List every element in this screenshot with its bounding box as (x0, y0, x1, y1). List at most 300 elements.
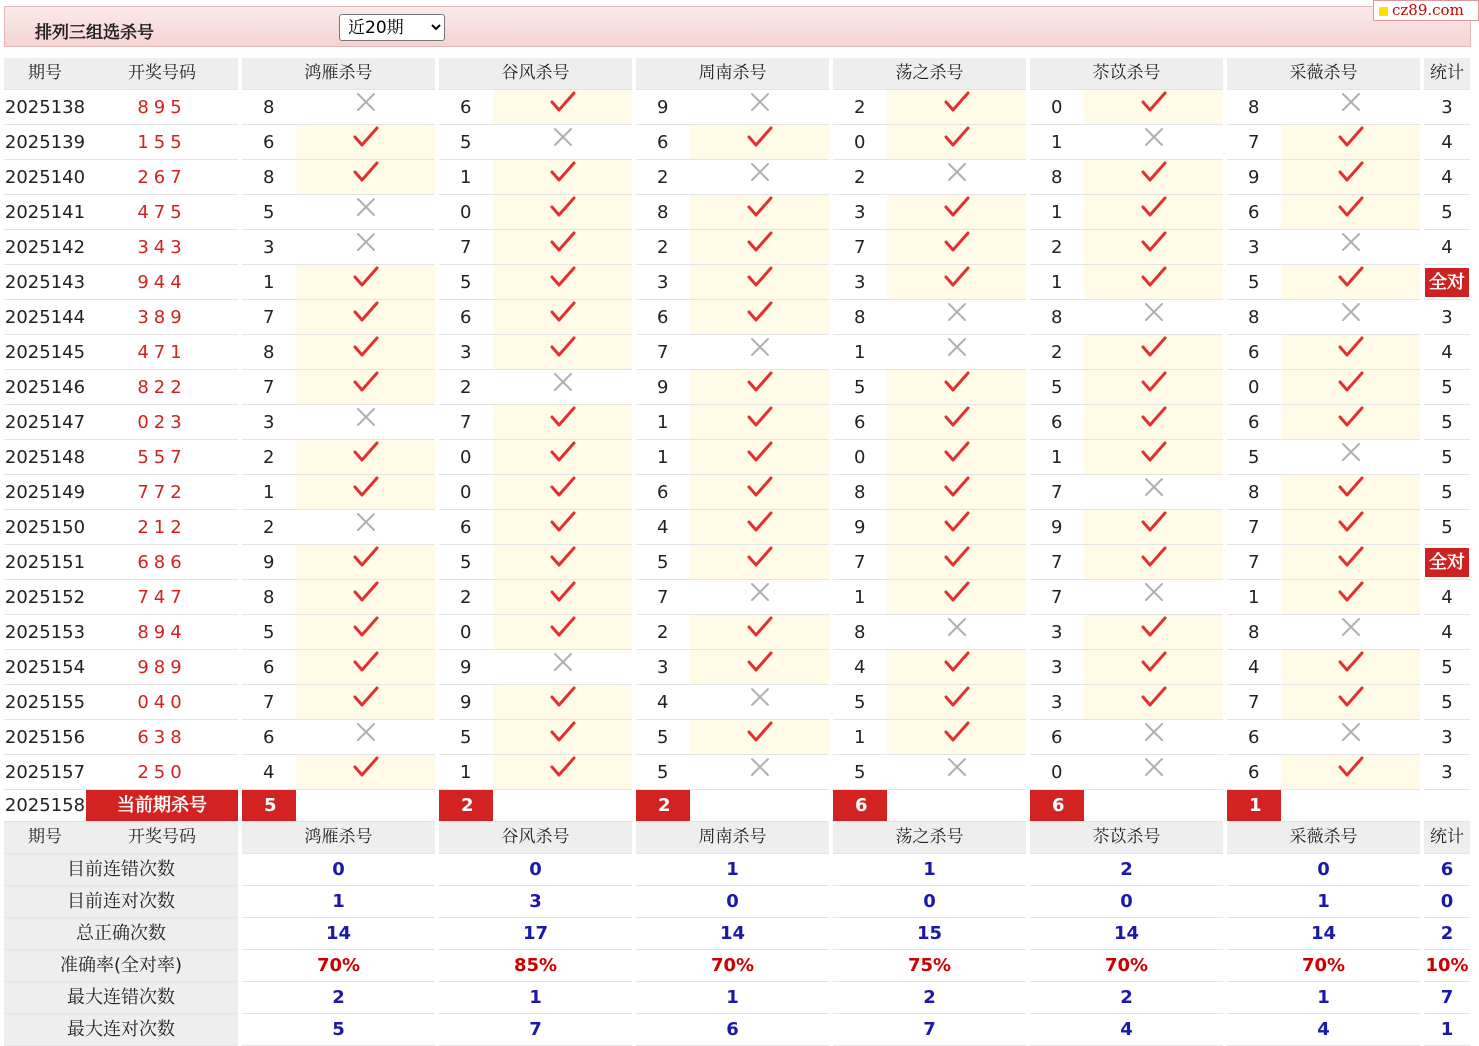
kill-number-cell: 6 (439, 300, 493, 335)
kill-number-cell: 1 (636, 405, 690, 440)
stats-row (4, 950, 1470, 982)
period-cell: 2025144 (4, 300, 86, 335)
kill-number-cell: 6 (636, 475, 690, 510)
stats-value: 2 (1424, 918, 1470, 950)
cross-icon (353, 230, 379, 254)
period-cell: 2025147 (4, 405, 86, 440)
check-icon (353, 685, 379, 709)
draw-number-cell: 023 (86, 405, 238, 440)
check-icon (747, 125, 773, 149)
stats-value: 1 (636, 854, 829, 886)
result-mark-cell (690, 650, 829, 685)
check-icon (1141, 265, 1167, 289)
kill-number-cell: 2 (242, 510, 296, 545)
result-mark-cell (296, 580, 435, 615)
result-mark-cell (887, 125, 1026, 160)
kill-number-cell: 6 (1227, 720, 1281, 755)
kill-number-cell: 5 (833, 685, 887, 720)
stat-cell: 4 (1424, 125, 1470, 160)
cross-icon (353, 510, 379, 534)
kill-number-cell: 6 (439, 510, 493, 545)
stat-cell: 4 (1424, 615, 1470, 650)
site-logo[interactable] (1373, 0, 1479, 21)
table-row (4, 265, 1470, 300)
kill-number-cell: 4 (833, 650, 887, 685)
result-mark-cell (493, 580, 632, 615)
stat-cell: 5 (1424, 475, 1470, 510)
kill-number-cell: 6 (1030, 405, 1084, 440)
check-icon (1338, 335, 1364, 359)
draw-number-cell: 772 (86, 475, 238, 510)
kill-number-cell: 8 (242, 90, 296, 125)
kill-number-cell: 7 (1030, 475, 1084, 510)
draw-number-cell: 389 (86, 300, 238, 335)
result-mark-cell (887, 370, 1026, 405)
header-draw: 开奖号码 (86, 822, 238, 854)
current-period-cell: 2025158 (4, 790, 86, 822)
result-mark-cell (1084, 160, 1223, 195)
stat-cell: 4 (1424, 230, 1470, 265)
result-mark-cell (296, 755, 435, 790)
table-row (4, 370, 1470, 405)
check-icon (1141, 510, 1167, 534)
cross-icon (944, 300, 970, 324)
kill-number-cell: 8 (833, 475, 887, 510)
result-mark-cell (887, 90, 1026, 125)
kill-number-cell: 1 (1030, 125, 1084, 160)
kill-number-cell: 5 (833, 755, 887, 790)
kill-number-cell: 0 (1030, 90, 1084, 125)
result-mark-cell (1281, 650, 1420, 685)
cross-icon (550, 370, 576, 394)
result-mark-cell (493, 510, 632, 545)
check-icon (550, 720, 576, 744)
stat-cell: 5 (1424, 405, 1470, 440)
draw-number-cell: 686 (86, 545, 238, 580)
kill-number-cell: 4 (636, 510, 690, 545)
check-icon (353, 335, 379, 359)
check-icon (944, 475, 970, 499)
kill-number-cell: 5 (636, 545, 690, 580)
stats-value: 7 (1424, 982, 1470, 1014)
result-mark-cell (296, 440, 435, 475)
period-cell: 2025157 (4, 755, 86, 790)
kill-number-cell: 7 (1030, 580, 1084, 615)
cross-icon (1338, 90, 1364, 114)
result-mark-cell (1281, 160, 1420, 195)
kill-number-cell: 2 (439, 580, 493, 615)
check-icon (1338, 195, 1364, 219)
check-icon (353, 755, 379, 779)
empty-cell (690, 790, 829, 822)
kill-number-cell: 1 (1227, 580, 1281, 615)
period-cell: 2025140 (4, 160, 86, 195)
table-row (4, 755, 1470, 790)
header-predictor: 谷风杀号 (439, 822, 632, 854)
table-row (4, 615, 1470, 650)
kill-number-cell: 9 (833, 510, 887, 545)
result-mark-cell (1281, 125, 1420, 160)
table-row (4, 545, 1470, 580)
result-mark-cell (1281, 685, 1420, 720)
kill-number-cell: 7 (242, 300, 296, 335)
cross-icon (747, 580, 773, 604)
result-mark-cell (690, 475, 829, 510)
kill-number-cell: 7 (439, 230, 493, 265)
logo-text: cz89.com (1392, 1, 1464, 19)
result-mark-cell (690, 90, 829, 125)
result-mark-cell (887, 265, 1026, 300)
kill-number-cell: 1 (439, 755, 493, 790)
check-icon (1338, 405, 1364, 429)
kill-number-cell: 6 (1227, 405, 1281, 440)
cross-icon (550, 125, 576, 149)
period-cell: 2025141 (4, 195, 86, 230)
check-icon (944, 370, 970, 394)
stats-value: 14 (636, 918, 829, 950)
stats-value: 1 (242, 886, 435, 918)
kill-number-cell: 2 (636, 160, 690, 195)
cross-icon (1141, 300, 1167, 324)
cross-icon (353, 720, 379, 744)
period-cell: 2025148 (4, 440, 86, 475)
kill-number-cell: 9 (439, 650, 493, 685)
result-mark-cell (690, 370, 829, 405)
result-mark-cell (887, 580, 1026, 615)
kill-number-cell: 3 (1030, 685, 1084, 720)
table-header-row (4, 822, 1470, 854)
result-mark-cell (493, 475, 632, 510)
stats-row (4, 854, 1470, 886)
table-row (4, 720, 1470, 755)
current-kill-number: 2 (439, 790, 493, 822)
stats-value: 6 (1424, 854, 1470, 886)
all-correct-badge: 全对 (1425, 548, 1469, 577)
check-icon (550, 90, 576, 114)
kill-number-table (4, 58, 1470, 1046)
result-mark-cell (1281, 615, 1420, 650)
check-icon (353, 615, 379, 639)
current-period-row (4, 790, 1470, 822)
stat-cell: 4 (1424, 160, 1470, 195)
kill-number-cell: 2 (439, 370, 493, 405)
stats-value: 7 (439, 1014, 632, 1046)
result-mark-cell (296, 720, 435, 755)
result-mark-cell (296, 265, 435, 300)
stat-cell: 3 (1424, 755, 1470, 790)
stats-value: 70% (636, 950, 829, 982)
kill-number-cell: 6 (439, 90, 493, 125)
result-mark-cell (1084, 475, 1223, 510)
stats-value: 2 (833, 982, 1026, 1014)
period-cell: 2025150 (4, 510, 86, 545)
result-mark-cell (493, 335, 632, 370)
check-icon (1338, 650, 1364, 674)
kill-number-cell: 0 (833, 440, 887, 475)
kill-number-cell: 8 (242, 580, 296, 615)
table-row (4, 335, 1470, 370)
result-mark-cell (296, 335, 435, 370)
result-mark-cell (493, 370, 632, 405)
table-row (4, 405, 1470, 440)
kill-number-cell: 8 (1030, 300, 1084, 335)
cross-icon (944, 755, 970, 779)
check-icon (550, 405, 576, 429)
check-icon (1141, 335, 1167, 359)
stat-cell: 5 (1424, 650, 1470, 685)
result-mark-cell (887, 475, 1026, 510)
result-mark-cell (1281, 545, 1420, 580)
cross-icon (747, 90, 773, 114)
result-mark-cell (690, 300, 829, 335)
kill-number-cell: 2 (1030, 230, 1084, 265)
draw-number-cell: 040 (86, 685, 238, 720)
result-mark-cell (1084, 755, 1223, 790)
kill-number-cell: 5 (439, 125, 493, 160)
result-mark-cell (296, 370, 435, 405)
stats-label: 准确率(全对率) (4, 950, 238, 982)
table-row (4, 90, 1470, 125)
kill-number-cell: 9 (636, 370, 690, 405)
kill-number-cell: 6 (242, 125, 296, 160)
stats-value: 14 (1030, 918, 1223, 950)
result-mark-cell (1084, 650, 1223, 685)
kill-number-cell: 7 (636, 335, 690, 370)
check-icon (747, 300, 773, 324)
cross-icon (747, 755, 773, 779)
result-mark-cell (887, 685, 1026, 720)
stat-cell: 3 (1424, 90, 1470, 125)
period-range-select[interactable] (339, 14, 445, 41)
result-mark-cell (493, 440, 632, 475)
check-icon (747, 615, 773, 639)
check-icon (353, 545, 379, 569)
kill-number-cell: 6 (636, 300, 690, 335)
result-mark-cell (1084, 195, 1223, 230)
kill-number-cell: 2 (833, 90, 887, 125)
stats-value: 10% (1424, 950, 1470, 982)
stats-value: 1 (833, 854, 1026, 886)
result-mark-cell (690, 580, 829, 615)
result-mark-cell (296, 195, 435, 230)
kill-number-cell: 5 (439, 720, 493, 755)
kill-number-cell: 8 (242, 160, 296, 195)
check-icon (944, 720, 970, 744)
check-icon (944, 440, 970, 464)
kill-number-cell: 3 (1030, 615, 1084, 650)
result-mark-cell (296, 650, 435, 685)
stats-value: 3 (439, 886, 632, 918)
result-mark-cell (887, 195, 1026, 230)
current-kill-number: 1 (1227, 790, 1281, 822)
stats-value: 0 (1030, 886, 1223, 918)
kill-number-cell: 2 (636, 615, 690, 650)
stats-value: 70% (1227, 950, 1420, 982)
check-icon (747, 265, 773, 289)
result-mark-cell (1281, 580, 1420, 615)
table-row (4, 125, 1470, 160)
period-cell: 2025146 (4, 370, 86, 405)
check-icon (1338, 580, 1364, 604)
result-mark-cell (493, 405, 632, 440)
draw-number-cell: 944 (86, 265, 238, 300)
empty-cell (1084, 790, 1223, 822)
stats-label: 目前连对次数 (4, 886, 238, 918)
result-mark-cell (1281, 755, 1420, 790)
stats-value: 1 (636, 982, 829, 1014)
check-icon (944, 510, 970, 534)
draw-number-cell: 212 (86, 510, 238, 545)
draw-number-cell: 895 (86, 90, 238, 125)
result-mark-cell (296, 510, 435, 545)
kill-number-cell: 0 (1030, 755, 1084, 790)
header-predictor: 谷风杀号 (439, 58, 632, 90)
cross-icon (1141, 125, 1167, 149)
result-mark-cell (296, 90, 435, 125)
check-icon (747, 405, 773, 429)
header-predictor: 苶苡杀号 (1030, 58, 1223, 90)
result-mark-cell (296, 405, 435, 440)
kill-number-cell: 5 (1227, 440, 1281, 475)
stat-cell: 5 (1424, 195, 1470, 230)
result-mark-cell (1281, 230, 1420, 265)
check-icon (353, 160, 379, 184)
table-row (4, 475, 1470, 510)
result-mark-cell (1084, 265, 1223, 300)
result-mark-cell (493, 615, 632, 650)
period-cell: 2025151 (4, 545, 86, 580)
check-icon (1141, 195, 1167, 219)
result-mark-cell (1084, 370, 1223, 405)
result-mark-cell (887, 405, 1026, 440)
kill-number-cell: 7 (833, 545, 887, 580)
result-mark-cell (1084, 300, 1223, 335)
draw-number-cell: 343 (86, 230, 238, 265)
kill-number-cell: 6 (1030, 720, 1084, 755)
cross-icon (1141, 475, 1167, 499)
period-cell: 2025143 (4, 265, 86, 300)
current-kill-number: 5 (242, 790, 296, 822)
header-stat: 统计 (1424, 822, 1470, 854)
header-predictor: 荡之杀号 (833, 822, 1026, 854)
result-mark-cell (493, 160, 632, 195)
kill-number-cell: 1 (1030, 265, 1084, 300)
header-stat: 统计 (1424, 58, 1470, 90)
result-mark-cell (887, 545, 1026, 580)
result-mark-cell (1281, 90, 1420, 125)
check-icon (550, 545, 576, 569)
kill-number-cell: 6 (242, 720, 296, 755)
result-mark-cell (887, 615, 1026, 650)
header-predictor: 周南杀号 (636, 822, 829, 854)
kill-number-cell: 8 (242, 335, 296, 370)
cross-icon (1141, 755, 1167, 779)
check-icon (550, 160, 576, 184)
result-mark-cell (887, 440, 1026, 475)
check-icon (1141, 230, 1167, 254)
table-row (4, 580, 1470, 615)
kill-number-cell: 2 (833, 160, 887, 195)
table-row (4, 685, 1470, 720)
check-icon (747, 510, 773, 534)
cross-icon (1141, 720, 1167, 744)
kill-number-cell: 9 (439, 685, 493, 720)
stats-value: 75% (833, 950, 1026, 982)
result-mark-cell (1084, 545, 1223, 580)
kill-number-cell: 5 (439, 545, 493, 580)
result-mark-cell (690, 265, 829, 300)
result-mark-cell (1281, 720, 1420, 755)
result-mark-cell (690, 755, 829, 790)
header-predictor: 鸿雁杀号 (242, 58, 435, 90)
header-predictor: 鸿雁杀号 (242, 822, 435, 854)
stats-label: 最大连错次数 (4, 982, 238, 1014)
kill-number-cell: 3 (636, 265, 690, 300)
kill-number-cell: 7 (1030, 545, 1084, 580)
kill-number-cell: 0 (439, 475, 493, 510)
result-mark-cell (690, 720, 829, 755)
kill-number-cell: 8 (1030, 160, 1084, 195)
header-predictor: 采薇杀号 (1227, 58, 1420, 90)
kill-number-cell: 8 (1227, 475, 1281, 510)
kill-number-cell: 7 (1227, 545, 1281, 580)
kill-number-cell: 1 (439, 160, 493, 195)
current-kill-number: 6 (833, 790, 887, 822)
table-header-row (4, 58, 1470, 90)
stats-label: 总正确次数 (4, 918, 238, 950)
check-icon (550, 685, 576, 709)
stats-value: 14 (1227, 918, 1420, 950)
result-mark-cell (1084, 125, 1223, 160)
period-cell: 2025139 (4, 125, 86, 160)
stats-row (4, 918, 1470, 950)
result-mark-cell (690, 510, 829, 545)
result-mark-cell (887, 755, 1026, 790)
result-mark-cell (493, 650, 632, 685)
check-icon (353, 370, 379, 394)
kill-number-cell: 6 (1227, 755, 1281, 790)
stats-value: 1 (1424, 1014, 1470, 1046)
cross-icon (747, 685, 773, 709)
cross-icon (353, 90, 379, 114)
result-mark-cell (690, 440, 829, 475)
check-icon (1338, 370, 1364, 394)
result-mark-cell (493, 265, 632, 300)
table-row (4, 510, 1470, 545)
stats-label: 最大连对次数 (4, 1014, 238, 1046)
stats-value: 70% (1030, 950, 1223, 982)
draw-number-cell: 250 (86, 755, 238, 790)
current-kill-label: 当前期杀号 (86, 790, 238, 822)
kill-number-cell: 8 (1227, 90, 1281, 125)
stats-value: 7 (833, 1014, 1026, 1046)
check-icon (550, 300, 576, 324)
period-cell: 2025138 (4, 90, 86, 125)
draw-number-cell: 267 (86, 160, 238, 195)
stat-cell (1424, 265, 1470, 300)
page-title: 排列三组选杀号 (35, 23, 154, 43)
header-period: 期号 (4, 822, 86, 854)
kill-number-cell: 0 (833, 125, 887, 160)
stats-value: 1 (1227, 982, 1420, 1014)
cross-icon (944, 335, 970, 359)
kill-number-cell: 6 (1227, 335, 1281, 370)
kill-number-cell: 1 (833, 720, 887, 755)
check-icon (353, 475, 379, 499)
check-icon (353, 650, 379, 674)
table-row (4, 160, 1470, 195)
result-mark-cell (1281, 440, 1420, 475)
